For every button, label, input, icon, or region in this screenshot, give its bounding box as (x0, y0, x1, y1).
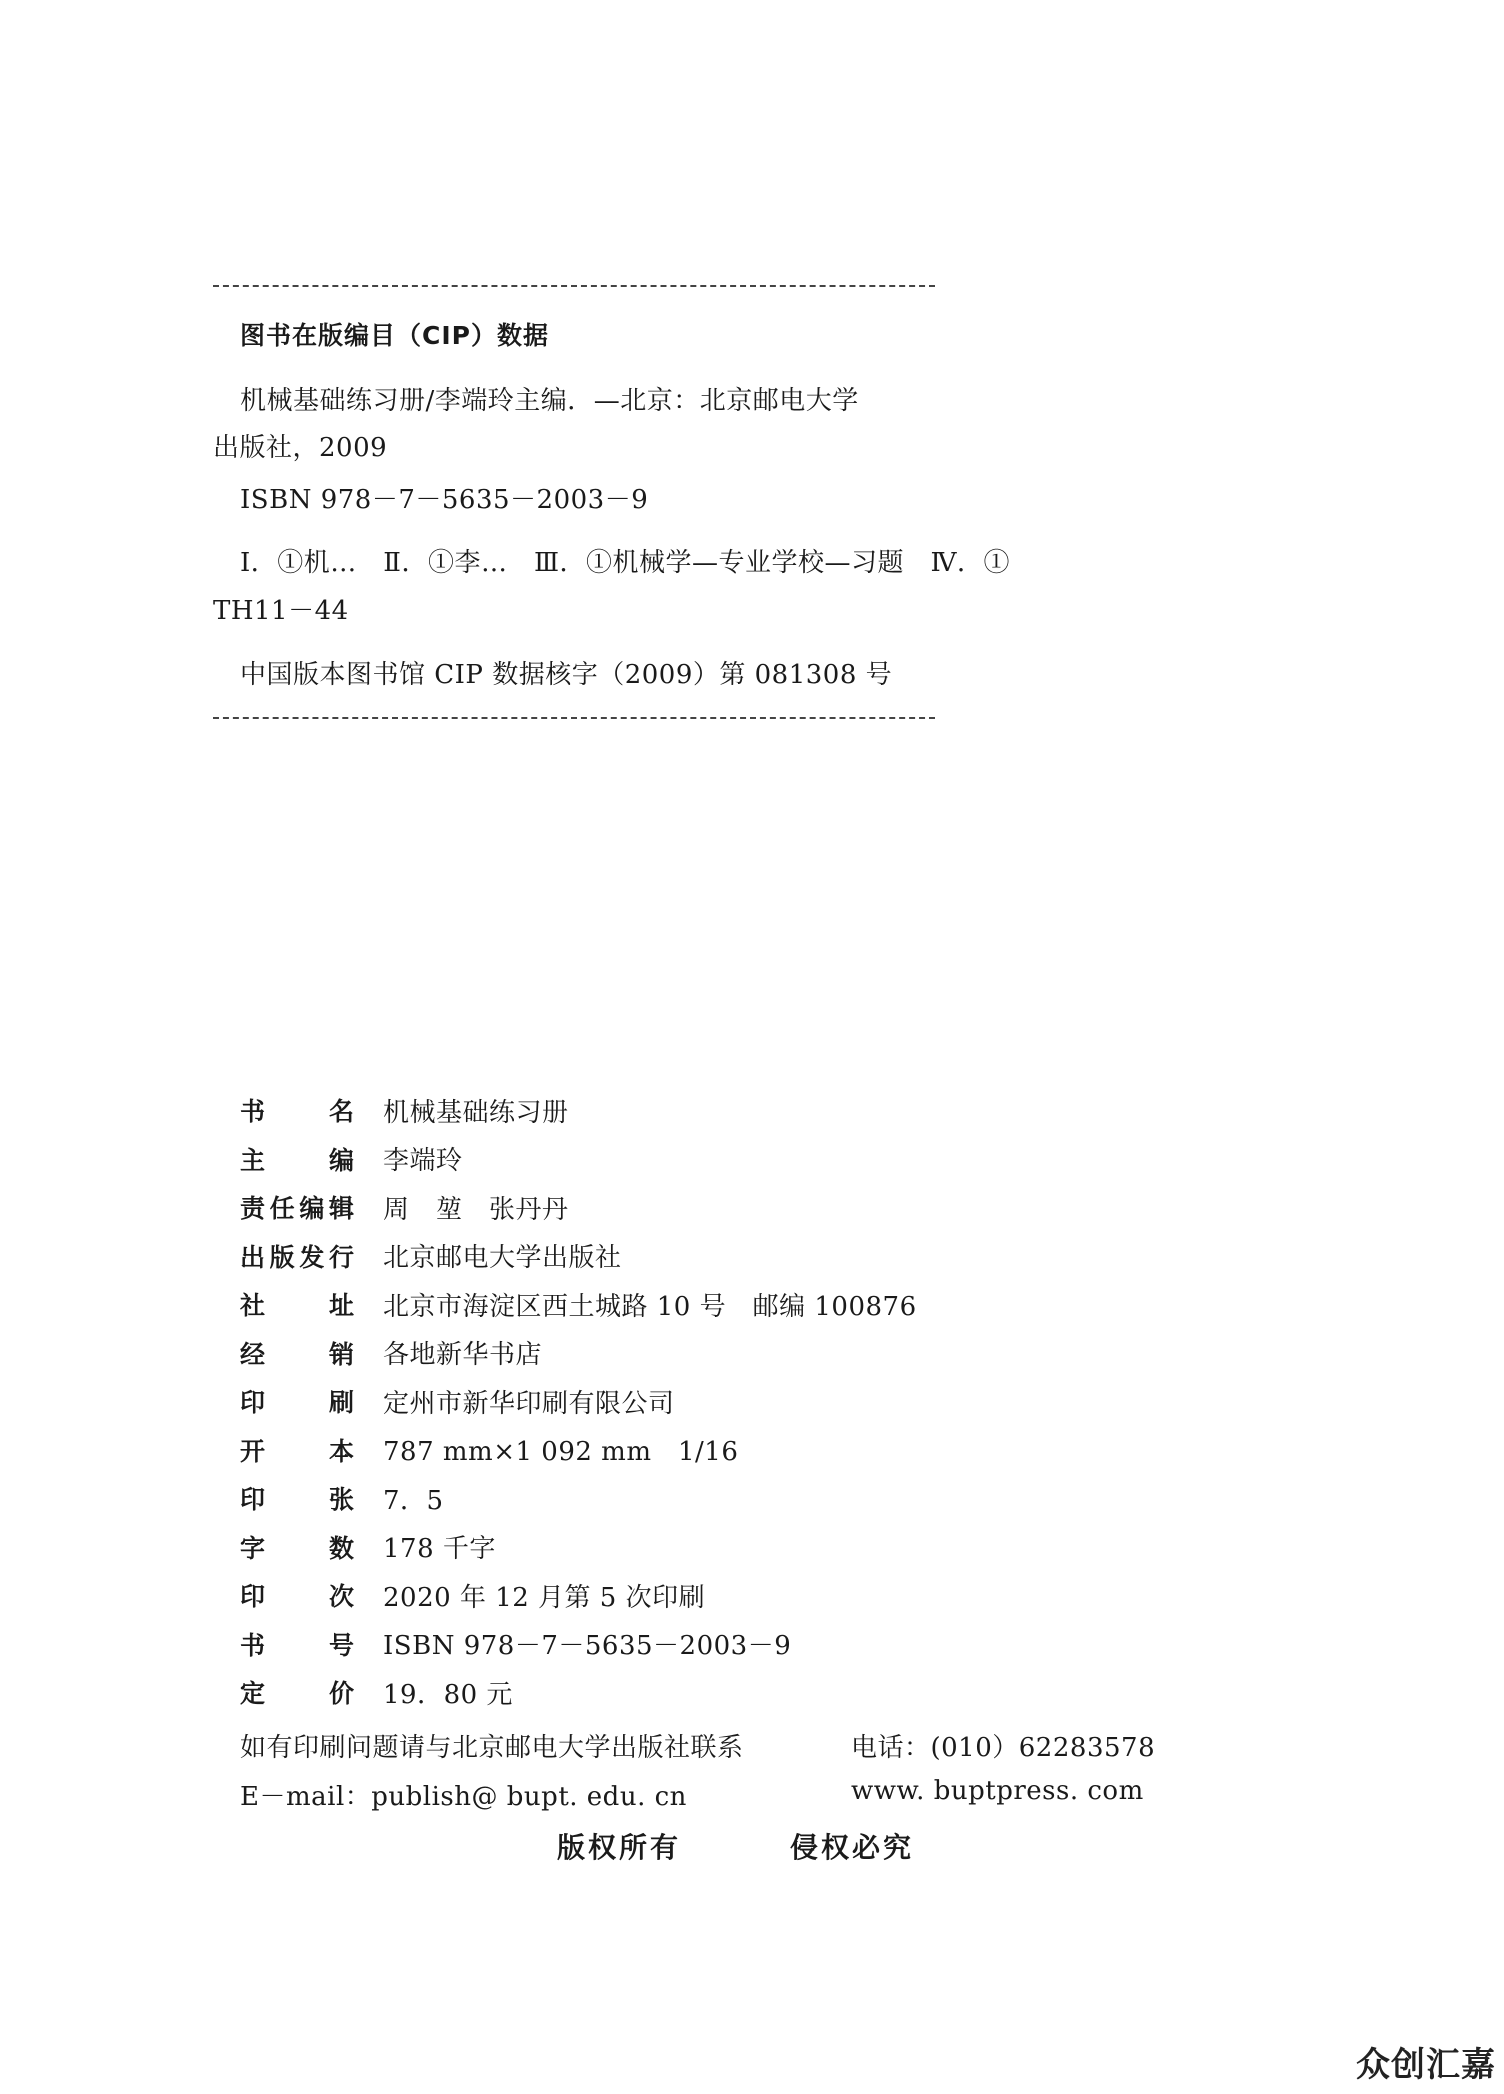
info-label-char: 印 (240, 1485, 266, 1514)
info-label-char: 主 (240, 1145, 266, 1175)
info-value: 各地新华书店 (383, 1340, 543, 1370)
info-label-char: 价 (328, 1679, 354, 1708)
info-value: 李端玲 (383, 1146, 463, 1176)
cip-line-3: ISBN 978－7－5635－2003－9 (240, 485, 649, 515)
info-label-char: 次 (328, 1582, 354, 1611)
info-label (240, 1286, 354, 1322)
info-value: 机械基础练习册 (383, 1097, 569, 1128)
info-row (240, 1575, 705, 1615)
cip-line-1: 机械基础练习册/李端玲主编．—北京：北京邮电大学 (240, 386, 859, 416)
info-label (240, 1577, 354, 1613)
info-row (240, 1187, 569, 1227)
info-label-char: 数 (328, 1533, 354, 1563)
info-value: 周 堃 张丹丹 (383, 1194, 569, 1225)
info-label (240, 1480, 354, 1516)
copyright-infringement: 侵权必究 (790, 1831, 915, 1864)
info-label-char: 刷 (328, 1388, 354, 1417)
info-row (240, 1284, 917, 1324)
contact-website: www. buptpress. com (851, 1776, 1144, 1806)
cip-line-2: 出版社，2009 (213, 433, 388, 463)
info-label (240, 1432, 354, 1468)
info-label (240, 1626, 354, 1662)
cip-heading: 图书在版编目（CIP）数据 (240, 321, 549, 350)
info-label (240, 1238, 354, 1274)
info-row (240, 1624, 791, 1664)
cip-line-6: 中国版本图书馆 CIP 数据核字（2009）第 081308 号 (240, 660, 893, 690)
cip-top-divider (213, 285, 935, 287)
info-label (240, 1092, 354, 1128)
info-value: 2020 年 12 月第 5 次印刷 (383, 1582, 706, 1613)
info-row (240, 1236, 622, 1276)
info-label-char: 行 (328, 1242, 354, 1272)
info-value: 北京市海淀区西土城路 10 号 邮编 100876 (383, 1291, 917, 1322)
info-row (240, 1527, 496, 1567)
info-value: 定州市新华印刷有限公司 (383, 1388, 675, 1419)
info-value: 北京邮电大学出版社 (383, 1243, 622, 1273)
info-label-char: 定 (240, 1679, 266, 1708)
info-value: ISBN 978－7－5635－2003－9 (383, 1631, 792, 1661)
info-row (240, 1430, 738, 1470)
info-label-char: 印 (240, 1388, 266, 1417)
info-label-char: 号 (328, 1630, 354, 1660)
info-label-char: 任 (269, 1194, 295, 1223)
info-label-char: 开 (240, 1436, 266, 1466)
info-row (240, 1672, 513, 1712)
info-label-char: 版 (269, 1242, 295, 1272)
info-label (240, 1189, 354, 1225)
info-label-char: 书 (240, 1630, 266, 1660)
info-label-char: 辑 (328, 1194, 354, 1223)
info-label-char: 经 (240, 1339, 266, 1369)
info-label-char: 编 (299, 1194, 325, 1223)
info-value: 787 mm×1 092 mm 1/16 (383, 1437, 739, 1467)
info-label-char: 本 (328, 1436, 354, 1466)
cip-bottom-divider (213, 717, 935, 719)
cip-line-4: Ⅰ．①机… Ⅱ．①李… Ⅲ．①机械学—专业学校—习题 Ⅳ．① (240, 548, 1010, 578)
info-label-char: 印 (240, 1582, 266, 1611)
info-row (240, 1090, 569, 1130)
info-label-char: 书 (240, 1097, 266, 1126)
info-label-char: 发 (299, 1242, 325, 1272)
info-label (240, 1383, 354, 1419)
info-label-char: 销 (328, 1339, 354, 1369)
info-value: 19．80 元 (383, 1679, 513, 1710)
watermark-logo: 众创汇嘉 (1356, 2045, 1496, 2085)
copyright-reserved: 版权所有 (557, 1831, 682, 1864)
info-label (240, 1529, 354, 1565)
info-value: 178 千字 (383, 1534, 496, 1564)
info-label-char: 社 (240, 1291, 266, 1320)
contact-phone: 电话：(010）62283578 (851, 1733, 1156, 1763)
info-label-char: 名 (328, 1097, 354, 1126)
contact-email: E－mail：publish@ bupt. edu. cn (240, 1782, 687, 1812)
info-label-char: 责 (240, 1194, 266, 1223)
info-label-char: 出 (240, 1242, 266, 1272)
contact-notice: 如有印刷问题请与北京邮电大学出版社联系 (240, 1733, 744, 1763)
info-label (240, 1141, 354, 1177)
cip-line-5: TH11－44 (213, 596, 349, 626)
info-value: 7．5 (383, 1485, 444, 1516)
info-row (240, 1333, 542, 1373)
info-label-char: 编 (328, 1145, 354, 1175)
info-row (240, 1139, 463, 1179)
info-label-char: 址 (328, 1291, 354, 1320)
info-label (240, 1674, 354, 1710)
info-label (240, 1335, 354, 1371)
info-row (240, 1478, 444, 1518)
info-label-char: 张 (328, 1485, 354, 1514)
info-label-char: 字 (240, 1533, 266, 1563)
info-row (240, 1381, 675, 1421)
